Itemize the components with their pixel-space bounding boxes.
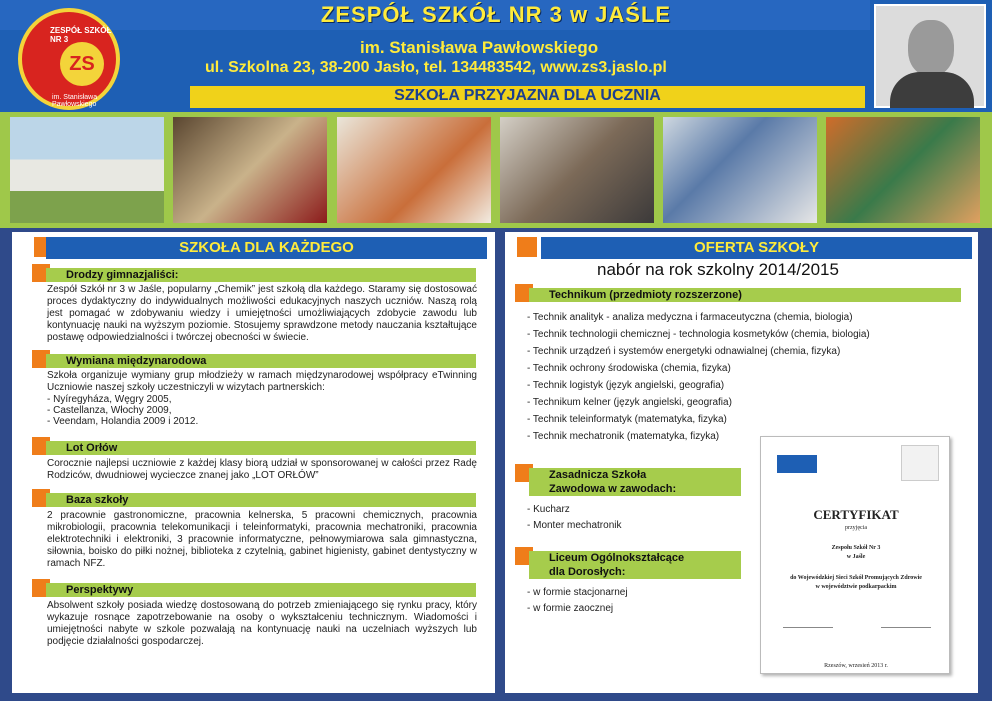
signature-line-right xyxy=(881,627,931,628)
section-heading: Lot Orłów xyxy=(46,441,476,455)
patron-portrait xyxy=(874,4,986,108)
section-body: Corocznie najlepsi uczniowie z każdej klasy biorą udział w sponsorowanej w całości przez Radę Rodziców, dwudniowej wycieczce znanej jako „LOT ORŁÓW” xyxy=(47,458,477,481)
section-heading: Wymiana międzynarodowa xyxy=(46,354,476,368)
certificate-logo-icon xyxy=(777,455,817,473)
technikum-item: - Technik teleinformatyk (matematyka, fizyka) xyxy=(527,414,727,425)
section-heading: Baza szkoły xyxy=(46,493,476,507)
right-panel xyxy=(505,232,978,693)
technikum-item: - Technikum kelner (język angielski, geografia) xyxy=(527,397,732,408)
zawodowa-heading: Zasadnicza Szkoła xyxy=(529,468,741,482)
portrait-body xyxy=(890,72,974,108)
section-body: Absolwent szkoły posiada wiedzę dostosowaną do potrzeb zmieniającego się rynku pracy, który wykazuje rosnące zapotrzebowanie na osoby o wykształceniu technicznym. Wiadomości i umiejętności nabyte w szkole pozwalają na kontynuację nauki na uczelniach wyższych lub podjęcie działalności gospodarczej. xyxy=(47,600,477,647)
photo-sports-hall xyxy=(826,117,980,223)
certificate-line: Zespołu Szkół Nr 3 xyxy=(831,545,881,551)
certificate-title: CERTYFIKAT xyxy=(813,507,899,522)
photo-mechatronics-lab xyxy=(663,117,817,223)
certificate-footer: Rzeszów, wrzesień 2013 r. xyxy=(824,663,888,669)
school-patron: im. Stanisława Pawłowskiego xyxy=(360,38,599,57)
section-body: Szkoła organizuje wymiany grup młodzieży w ramach międzynarodowej współpracy eTwinning Uczniowie naszej szkoły uczestniczyli w wizytach partnerskich: xyxy=(47,370,477,393)
technikum-item: - Technik ochrony środowiska (chemia, fizyka) xyxy=(527,363,731,374)
technikum-item: - Technik mechatronik (matematyka, fizyka) xyxy=(527,431,720,442)
technikum-item: - Technik logistyk (język angielski, geografia) xyxy=(527,380,725,391)
certificate-line: w województwie podkarpackim xyxy=(815,584,897,590)
motto: SZKOŁA PRZYJAZNA DLA UCZNIA xyxy=(394,87,661,104)
enrollment-title: nabór na rok szkolny 2014/2015 xyxy=(597,260,839,279)
seal-emblem-icon: ZS xyxy=(60,42,104,86)
section-heading: Drodzy gimnazjaliści: xyxy=(46,268,476,282)
technikum-heading: Technikum (przedmioty rozszerzone) xyxy=(529,288,961,302)
seal-top-text: ZESPÓŁ SZKÓŁ NR 3 xyxy=(50,26,112,44)
zawodowa-heading-2: Zawodowa w zawodach: xyxy=(529,482,741,496)
signature-line-left xyxy=(783,627,833,628)
school-seal-logo xyxy=(18,8,120,110)
portrait-face xyxy=(908,20,954,76)
technikum-item: - Technik technologii chemicznej - technologia kosmetyków (chemia, biologia) xyxy=(527,329,870,340)
technikum-item: - Technik analityk - analiza medyczna i farmaceutyczna (chemia, biologia) xyxy=(527,312,853,323)
exchange-item: - Veendam, Holandia 2009 i 2012. xyxy=(47,416,199,427)
technikum-item: - Technik urządzeń i systemów energetyki odnawialnej (chemia, fizyka) xyxy=(527,346,841,357)
left-banner: SZKOŁA DLA KAŻDEGO xyxy=(46,237,487,259)
right-banner: OFERTA SZKOŁY xyxy=(541,237,972,259)
health-certificate xyxy=(760,436,950,674)
liceum-item: - w formie zaocznej xyxy=(527,603,614,614)
exchange-item: - Castellanza, Włochy 2009, xyxy=(47,405,172,416)
school-title: ZESPÓŁ SZKÓŁ NR 3 w JAŚLE xyxy=(320,2,672,27)
zawodowa-item: - Monter mechatronik xyxy=(527,520,622,531)
school-address: ul. Szkolna 23, 38-200 Jasło, tel. 134483542, www.zs3.jaslo.pl xyxy=(205,59,667,76)
certificate-line: przyjęcia xyxy=(845,525,867,531)
exchange-item: - Nyíregyháza, Węgry 2005, xyxy=(47,394,172,405)
photo-strip xyxy=(0,112,992,228)
certificate-line: do Wojewódzkiej Sieci Szkół Promujących Zdrowie xyxy=(790,575,922,581)
photo-cooking-class xyxy=(337,117,491,223)
seal-bottom-text: im. Stanisława Pawłowskiego xyxy=(52,94,98,108)
section-body: Zespół Szkół nr 3 w Jaśle, popularny „Chemik” jest szkołą dla każdego. Staramy się dostosować proces dydaktyczny do indywidualnych możliwości edukacyjnych naszych uczniów. Naszą rolą jest pomagać w zdobywaniu wiedzy i umiejętności umożliwiających zdobycie zawodu lub kontynuację nauki na wyższym poziomie. Stosujemy sprawdzone metody nauczania kształtujące postawę odpowiedzialności i twórczej obecności w świecie. xyxy=(47,284,477,343)
liceum-heading-2: dla Dorosłych: xyxy=(529,565,741,579)
bullet-square xyxy=(517,237,537,257)
zawodowa-item: - Kucharz xyxy=(527,504,570,515)
photo-school-building xyxy=(10,117,164,223)
section-body: 2 pracownie gastronomiczne, pracownia kelnerska, 5 pracowni chemicznych, pracownia mikrobiologii, pracownia telekomunikacji i teleinformatyki, pracownia mechatroniki, pracownia elektrotechniki i elektroniki, 3 pracownie informatyczne, pełnowymiarowa sala gimnastyczna, siłownia, boisko do piłki nożnej, biblioteka z czytelnią, gabinet higienisty, gabinet dentystyczny w ramach NFZ. xyxy=(47,510,477,569)
liceum-item: - w formie stacjonarnej xyxy=(527,587,628,598)
certificate-line: w Jaśle xyxy=(846,554,866,560)
certificate-badge xyxy=(901,445,939,481)
section-heading: Perspektywy xyxy=(46,583,476,597)
photo-solar-lab xyxy=(500,117,654,223)
photo-waiter-class xyxy=(173,117,327,223)
left-panel xyxy=(12,232,495,693)
header xyxy=(0,0,992,112)
liceum-heading: Liceum Ogólnokształcące xyxy=(529,551,741,565)
